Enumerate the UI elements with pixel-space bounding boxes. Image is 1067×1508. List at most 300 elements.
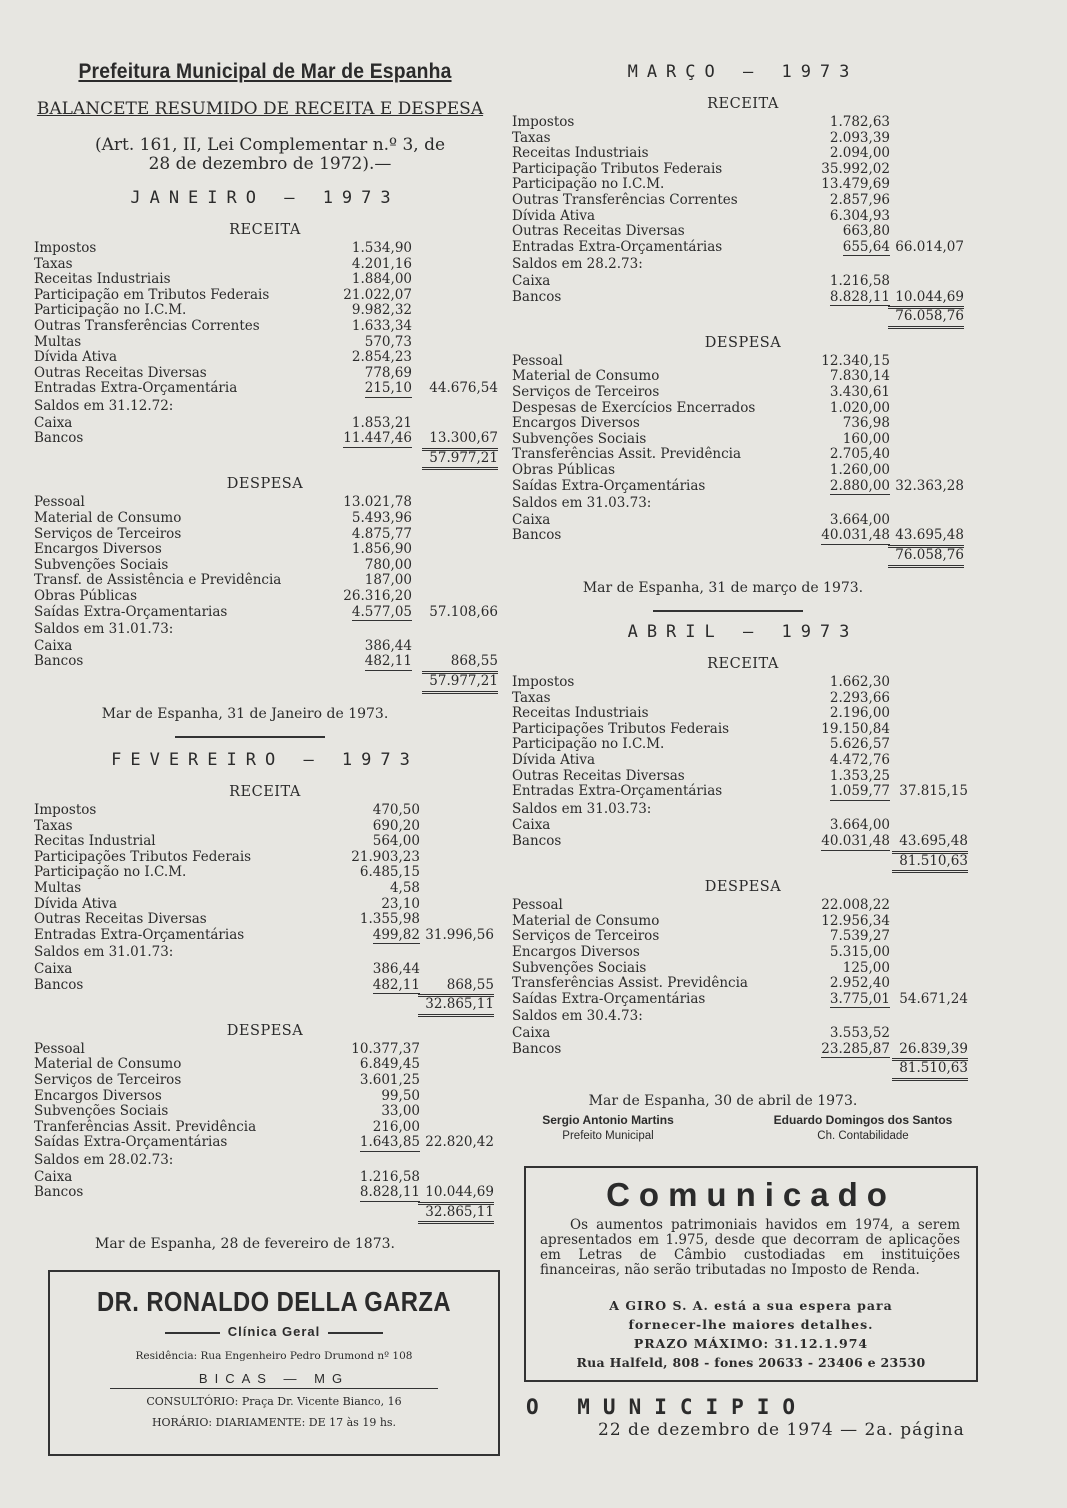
row-label: Transf. de Assistência e Previdência: [34, 572, 282, 589]
line-item: [34, 881, 494, 897]
line-item: [34, 1089, 494, 1105]
row-label: Entradas Extra-Orçamentárias: [512, 783, 723, 800]
saldos-label: Saldos em 31.12.72:: [34, 398, 174, 414]
grand-total-value: 32.865,11: [425, 996, 494, 1013]
despesa-label: DESPESA: [704, 334, 782, 351]
row-label: Saídas Extra-Orçamentárias: [34, 1134, 228, 1151]
row-label: Transferências Assit. Previdência: [512, 446, 742, 463]
line-item: [512, 369, 964, 385]
line-item: [34, 257, 498, 273]
row-value: 3.664,00: [829, 511, 890, 528]
grand-total: [30, 1205, 494, 1221]
line-item: [34, 558, 498, 574]
line-item: [34, 928, 494, 944]
row-label: Outras Receitas Diversas: [512, 223, 685, 240]
line-item: [512, 162, 964, 178]
row-value: 8.828,11: [829, 288, 890, 305]
line-item: [512, 784, 968, 800]
row-value: 5.493,96: [351, 510, 412, 526]
row-label: Outras Transferências Correntes: [512, 192, 738, 208]
doctor-ad: [48, 1270, 500, 1456]
line-item: [512, 929, 968, 945]
row-value: 4.201,16: [351, 255, 412, 272]
row-total: 66.014,07: [895, 238, 964, 255]
row-value: 3.775,01: [829, 990, 890, 1007]
row-value: 9.982,32: [351, 302, 412, 319]
row-value: 21.903,23: [351, 848, 420, 865]
row-value: 2.293,66: [829, 689, 890, 706]
row-value: 2.093,39: [829, 129, 890, 146]
row-label: Bancos: [512, 288, 562, 305]
line-item: [512, 131, 964, 147]
saldo-item: [512, 818, 968, 834]
row-label: Bancos: [512, 1040, 562, 1057]
row-label: Obras Públicas: [34, 588, 138, 604]
saldo-item: [34, 978, 494, 994]
row-value: 482,11: [364, 653, 412, 670]
row-value: 4.472,76: [829, 752, 890, 768]
row-value: 1.662,30: [829, 674, 890, 690]
row-value: 6.485,15: [359, 864, 420, 881]
row-value: 570,73: [364, 333, 412, 350]
row-value: 3.601,25: [359, 1072, 420, 1088]
row-value: 8.828,11: [359, 1184, 420, 1201]
dateline: Mar de Espanha, 31 de março de 1973.: [582, 579, 864, 596]
line-item: [34, 335, 498, 351]
row-value: 6.849,45: [359, 1056, 420, 1073]
row-label: Saídas Extra-Orçamentárias: [512, 477, 706, 494]
row-total: 44.676,54: [429, 380, 498, 397]
grand-total-underline: [892, 1078, 968, 1081]
row-label: Caixa: [34, 1168, 73, 1185]
row-label: Pessoal: [512, 897, 563, 914]
line-item: [34, 850, 494, 866]
row-label: Impostos: [512, 674, 575, 690]
row-label: Saídas Extra-Orçamentárias: [512, 990, 706, 1007]
row-label: Participações Tributos Federais: [512, 720, 730, 737]
line-item: [34, 803, 494, 819]
row-value: 11.447,46: [343, 430, 412, 447]
line-item: [512, 945, 968, 961]
row-total: 31.996,56: [425, 926, 494, 943]
line-item: [34, 605, 498, 621]
line-item: [34, 589, 498, 605]
row-label: Material de Consumo: [34, 1056, 182, 1073]
line-item: [34, 527, 498, 543]
row-label: Serviços de Terceiros: [512, 928, 660, 945]
row-value: 13.021,78: [343, 494, 412, 511]
saldo-item: [34, 654, 498, 670]
row-label: Caixa: [512, 273, 551, 289]
doctor-specialty: [110, 1324, 438, 1339]
line-item: [512, 177, 964, 193]
receita-label: RECEITA: [707, 96, 779, 112]
saldo-item: [512, 834, 968, 850]
row-label: Encargos Diversos: [512, 944, 640, 960]
grand-total: [508, 309, 964, 325]
line-item: [34, 1135, 494, 1151]
grand-total-underline: [892, 870, 968, 873]
grand-total-value: 57.977,21: [429, 449, 498, 466]
row-value: 12.340,15: [821, 352, 890, 369]
comunicado-body: Os aumentos patrimoniais havidos em 1974, a serem apresentados em 1.975, desde que decorram de aplicações em Letras de Câmbio custodiadas em instituições financeiras, não serão tributadas no Imposto de Renda.: [540, 1217, 960, 1278]
signature-right-name: Eduardo Domingos dos Santos: [773, 1113, 953, 1127]
line-item: [34, 319, 498, 335]
row-label: Taxas: [34, 255, 73, 272]
row-value: 780,00: [364, 556, 412, 573]
row-total: 26.839,39: [899, 1040, 968, 1057]
row-value: 2.952,40: [829, 975, 890, 992]
row-value: 6.304,93: [829, 207, 890, 224]
row-total: 43.695,48: [895, 527, 964, 544]
saldos-label: Saldos em 31.03.73:: [512, 495, 652, 512]
row-label: Entradas Extra-Orçamentárias: [34, 926, 245, 943]
row-total: 37.815,15: [899, 783, 968, 800]
row-label: Receitas Industriais: [34, 271, 171, 288]
line-item: [34, 819, 494, 835]
line-item: [512, 898, 968, 914]
row-label: Outras Receitas Diversas: [34, 364, 207, 381]
row-value: 10.377,37: [351, 1040, 420, 1057]
doctor-office: CONSULTÓRIO: Praça Dr. Vicente Bianco, 16: [146, 1395, 402, 1408]
line-item: [34, 865, 494, 881]
month-title: ABRIL — 1973: [627, 622, 859, 642]
section-separator: [653, 610, 803, 612]
row-label: Bancos: [512, 833, 562, 849]
law-line-1: (Art. 161, II, Lei Complementar n.º 3, de: [94, 135, 446, 155]
row-label: Taxas: [512, 689, 551, 706]
line-item: [34, 1073, 494, 1089]
row-total: 10.044,69: [895, 288, 964, 305]
grand-total-underline: [422, 467, 498, 470]
row-total: 32.363,28: [895, 477, 964, 494]
row-label: Serviços de Terceiros: [512, 384, 660, 400]
line-item: [34, 511, 498, 527]
doctor-divider: [110, 1388, 438, 1389]
line-item: [512, 479, 964, 495]
despesa-label: DESPESA: [704, 879, 782, 896]
line-item: [34, 288, 498, 304]
line-item: [512, 914, 968, 930]
saldo-item: [512, 1026, 968, 1042]
grand-total-underline: [888, 565, 964, 568]
signature-left-role: Prefeito Municipal: [562, 1130, 654, 1142]
row-label: Multas: [34, 880, 82, 896]
row-value: 1.353,25: [829, 767, 890, 784]
line-item: [34, 912, 494, 928]
line-item: [512, 737, 968, 753]
row-value: 655,64: [842, 238, 890, 255]
saldo-item: [512, 513, 964, 529]
row-label: Receitas Industriais: [512, 145, 649, 162]
month-title: MARÇO — 1973: [627, 62, 859, 82]
line-item: [34, 1120, 494, 1136]
line-item: [512, 416, 964, 432]
row-label: Impostos: [512, 114, 575, 130]
row-label: Bancos: [34, 653, 84, 670]
row-label: Material de Consumo: [512, 368, 660, 385]
row-value: 40.031,48: [821, 527, 890, 544]
paper-name: O MUNICIPIO: [526, 1395, 809, 1419]
row-value: 3.553,52: [829, 1025, 890, 1041]
signature-right-role: Ch. Contabilidade: [817, 1130, 909, 1142]
row-value: 778,69: [364, 364, 412, 381]
saldos-label: Saldos em 31.01.73:: [34, 621, 174, 638]
row-label: Multas: [34, 333, 82, 350]
row-value: 13.479,69: [821, 176, 890, 193]
row-label: Bancos: [34, 976, 84, 993]
row-value: 22.008,22: [821, 897, 890, 914]
row-value: 2.196,00: [829, 705, 890, 722]
masthead-law: [60, 136, 480, 174]
row-total: 13.300,67: [429, 430, 498, 447]
saldo-item: [512, 290, 964, 306]
row-value: 23,10: [381, 895, 420, 912]
row-label: Bancos: [34, 430, 84, 447]
line-item: [34, 303, 498, 319]
line-item: [512, 146, 964, 162]
row-label: Pessoal: [34, 494, 85, 511]
row-label: Pessoal: [34, 1040, 85, 1057]
row-label: Dívida Ativa: [34, 349, 117, 366]
section-separator: [175, 736, 325, 738]
row-value: 1.643,85: [359, 1134, 420, 1151]
comunicado-box: [524, 1166, 978, 1382]
line-item: [34, 1104, 494, 1120]
row-label: Impostos: [34, 802, 97, 818]
row-value: 2.705,40: [829, 446, 890, 463]
masthead-title: Prefeitura Municipal de Mar de Espanha: [78, 60, 452, 83]
row-total: 22.820,42: [425, 1134, 494, 1151]
row-total: 868,55: [450, 653, 498, 670]
row-value: 2.094,00: [829, 145, 890, 162]
row-label: Caixa: [34, 414, 73, 431]
row-label: Caixa: [34, 961, 73, 977]
line-item: [34, 542, 498, 558]
row-value: 1.260,00: [829, 462, 890, 478]
line-item: [512, 992, 968, 1008]
line-item: [512, 463, 964, 479]
signature-right: [748, 1113, 978, 1144]
comunicado-line-2: fornecer-lhe maiores detalhes.: [628, 1317, 874, 1332]
row-label: Participação no I.C.M.: [512, 736, 665, 753]
line-item: [34, 1042, 494, 1058]
saldos-label: Saldos em 28.2.73:: [512, 256, 643, 273]
row-label: Outras Receitas Diversas: [512, 767, 685, 784]
row-value: 2.880,00: [829, 477, 890, 494]
row-total: 10.044,69: [425, 1184, 494, 1201]
comunicado-line-4: Rua Halfeld, 808 - fones 20633 - 23406 e 23530: [576, 1355, 926, 1370]
line-item: [512, 354, 964, 370]
row-label: Participação no I.C.M.: [34, 864, 187, 881]
grand-total-value: 76.058,76: [895, 547, 964, 563]
comunicado-line-3: PRAZO MÁXIMO: 31.12.1.974: [633, 1336, 869, 1351]
line-item: [512, 961, 968, 977]
grand-total-value: 81.510,63: [899, 1060, 968, 1077]
signature-left: [508, 1113, 708, 1144]
saldo-item: [34, 1185, 494, 1201]
line-item: [34, 897, 494, 913]
grand-total-value: 81.510,63: [899, 852, 968, 869]
saldos-label: Saldos em 28.02.73:: [34, 1152, 174, 1168]
saldo-item: [34, 962, 494, 978]
row-label: Material de Consumo: [512, 912, 660, 929]
doctor-specialty-text: Clínica Geral: [227, 1324, 321, 1339]
row-value: 482,11: [372, 976, 420, 993]
row-label: Serviços de Terceiros: [34, 525, 182, 542]
line-item: [512, 722, 968, 738]
line-item: [512, 209, 964, 225]
row-value: 1.355,98: [359, 911, 420, 928]
row-value: 7.830,14: [829, 368, 890, 385]
grand-total-underline: [888, 326, 964, 329]
grand-total: [30, 451, 498, 467]
line-item: [34, 272, 498, 288]
row-value: 12.956,34: [821, 912, 890, 929]
row-total: 57.108,66: [429, 603, 498, 620]
line-item: [34, 381, 498, 397]
row-label: Caixa: [512, 511, 551, 528]
comunicado-heading: Comunicado: [606, 1176, 896, 1213]
grand-total: [30, 674, 498, 690]
despesa-label: DESPESA: [226, 1022, 304, 1039]
row-label: Recitas Industrial: [34, 833, 156, 850]
receita-label: RECEITA: [229, 784, 301, 800]
doctor-name: DR. RONALDO DELLA GARZA: [97, 1286, 451, 1317]
law-line-2: 28 de dezembro de 1972).—: [148, 154, 392, 174]
masthead-subtitle: BALANCETE RESUMIDO DE RECEITA E DESPESA: [36, 99, 484, 119]
row-label: Material de Consumo: [34, 510, 182, 526]
saldo-item: [512, 1042, 968, 1058]
row-value: 3.664,00: [829, 817, 890, 834]
row-label: Receitas Industriais: [512, 705, 649, 722]
row-label: Subvenções Sociais: [512, 430, 647, 447]
grand-total-value: 57.977,21: [429, 673, 498, 689]
line-item: [512, 115, 964, 131]
dateline: Mar de Espanha, 30 de abril de 1973.: [588, 1092, 858, 1109]
grand-total: [30, 997, 494, 1013]
month-title: JANEIRO — 1973: [130, 188, 400, 208]
row-label: Saídas Extra-Orçamentarias: [34, 603, 228, 620]
row-value: 2.854,23: [351, 349, 412, 366]
row-value: 564,00: [372, 833, 420, 850]
paper-date: 22 de dezembro de 1974 — 2a. página: [598, 1420, 965, 1440]
line-item: [512, 401, 964, 417]
grand-total-underline: [422, 691, 498, 694]
line-item: [512, 753, 968, 769]
saldo-item: [34, 639, 498, 655]
row-value: 125,00: [842, 959, 890, 976]
doctor-city: BICAS — MG: [198, 1371, 350, 1386]
row-value: 1.216,58: [829, 273, 890, 289]
row-label: Participações Tributos Federais: [34, 848, 252, 865]
saldo-item: [512, 274, 964, 290]
row-label: Subvenções Sociais: [34, 556, 169, 573]
row-value: 690,20: [372, 817, 420, 834]
row-value: 5.315,00: [829, 944, 890, 960]
row-label: Tranferências Assit. Previdência: [34, 1118, 257, 1135]
row-label: Subvenções Sociais: [34, 1103, 169, 1120]
line-item: [512, 224, 964, 240]
row-label: Dívida Ativa: [512, 752, 595, 768]
signature-left-name: Sergio Antonio Martins: [542, 1113, 674, 1127]
line-item: [34, 241, 498, 257]
line-item: [34, 495, 498, 511]
row-value: 4,58: [389, 880, 420, 896]
row-label: Participação no I.C.M.: [34, 302, 187, 319]
row-label: Caixa: [34, 637, 73, 654]
line-item: [512, 385, 964, 401]
row-label: Entradas Extra-Orçamentária: [34, 380, 238, 397]
row-label: Taxas: [34, 817, 73, 834]
saldo-item: [34, 1170, 494, 1186]
row-value: 216,00: [372, 1118, 420, 1135]
row-label: Pessoal: [512, 352, 563, 369]
row-label: Bancos: [512, 527, 562, 544]
row-value: 19.150,84: [821, 720, 890, 737]
row-value: 1.884,00: [351, 271, 412, 288]
row-value: 1.782,63: [829, 114, 890, 130]
grand-total-underline: [418, 1221, 494, 1224]
row-label: Participação em Tributos Federais: [34, 286, 270, 303]
line-item: [512, 691, 968, 707]
row-value: 7.539,27: [829, 928, 890, 945]
row-value: 386,44: [372, 961, 420, 977]
receita-label: RECEITA: [707, 656, 779, 672]
row-value: 499,82: [372, 926, 420, 943]
row-label: Entradas Extra-Orçamentárias: [512, 238, 723, 255]
row-value: 386,44: [364, 637, 412, 654]
row-value: 5.626,57: [829, 736, 890, 753]
saldo-item: [512, 528, 964, 544]
row-label: Impostos: [34, 240, 97, 256]
row-total: 54.671,24: [899, 990, 968, 1007]
line-item: [34, 573, 498, 589]
row-value: 160,00: [842, 430, 890, 447]
dateline: Mar de Espanha, 28 de fevereiro de 1873.: [95, 1236, 395, 1253]
row-total: 868,55: [446, 976, 494, 993]
line-item: [512, 976, 968, 992]
line-item: [512, 447, 964, 463]
row-value: 187,00: [364, 572, 412, 589]
row-label: Despesas de Exercícios Encerrados: [512, 399, 756, 416]
row-label: Caixa: [512, 817, 551, 834]
row-value: 33,00: [381, 1103, 420, 1120]
row-label: Dívida Ativa: [512, 207, 595, 224]
line-item: [512, 193, 964, 209]
line-item: [34, 834, 494, 850]
row-value: 1.020,00: [829, 399, 890, 416]
saldo-item: [34, 416, 498, 432]
row-value: 1.534,90: [351, 240, 412, 256]
line-item: [512, 432, 964, 448]
line-item: [34, 350, 498, 366]
month-title: FEVEREIRO — 1973: [111, 750, 419, 770]
line-item: [512, 769, 968, 785]
row-value: 1.059,77: [829, 783, 890, 800]
row-value: 40.031,48: [821, 833, 890, 849]
saldos-label: Saldos em 31.01.73:: [34, 944, 174, 961]
grand-total: [508, 1061, 968, 1077]
row-label: Outras Receitas Diversas: [34, 911, 207, 928]
row-label: Participação no I.C.M.: [512, 176, 665, 193]
row-label: Encargos Diversos: [512, 415, 640, 432]
row-label: Subvenções Sociais: [512, 959, 647, 976]
grand-total-underline: [418, 1014, 494, 1017]
saldo-item: [34, 431, 498, 447]
row-value: 1.853,21: [351, 414, 412, 431]
row-label: Serviços de Terceiros: [34, 1072, 182, 1088]
